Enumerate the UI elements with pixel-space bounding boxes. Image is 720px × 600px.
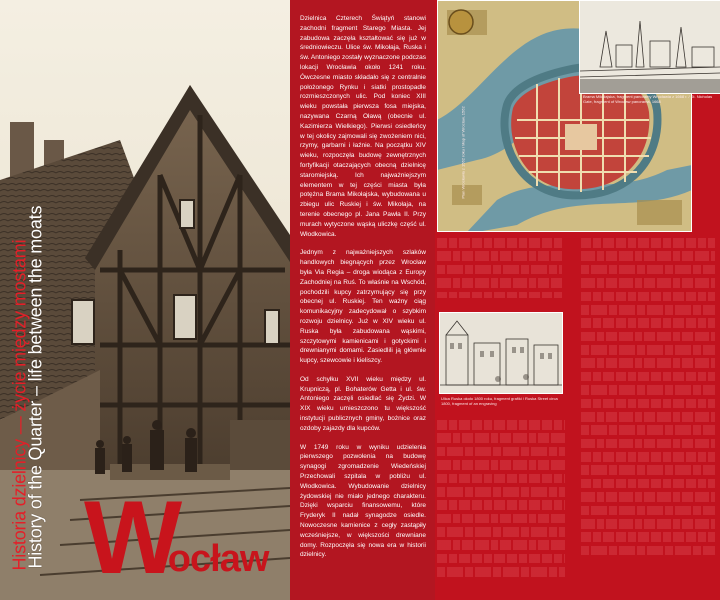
history-paragraph-3: Od schyłku XVII wieku między ul. Krupniczą, pl. Bohaterów Getta i ul. św. Antoniego zaczęli osiedlać się Żydzi. W XIX wieku umieszczono tu większość instytucji publicznych gminy, bożnice oraz ozdoby zajazdy dla kupców. [300, 375, 426, 432]
city-name-initial: W [84, 480, 179, 596]
vertical-title-english: History of the Quarter – life between the moats [25, 205, 46, 569]
history-paragraph-1: Dzielnica Czterech Świątyń stanowi zachodni fragment Starego Miasta. Jej zabudowa zaczęła kształtować się już w średniowieczu. Ulice św. Mikołaja, Ruska i św. Antoniego zostały wyznaczone podczas lokacji Wrocławia około 1241 roku. Ówczesne miasto składało się z centralnie położonego Rynku i siatki prostopadle rozmieszczonych ulic. Pod koniec XIII wieku powstała pierwsza fosa miejska, nazywana Czarną Oławą (obecnie ul. Kazimierza Wielkiego). Pierwsi osiedleńcy w tej okolicy zajmowali się zwożeniem nici, rzymy, garbarni i łaźnie. Na początku XIV wieku, rozpoczęła budowę zewnętrznych fortyfikacji otaczających obecną dzielnicę staromiejską. Ich najważniejszym elementem w tej części miasta była potężna Brama Mikołajska, wybudowana u zbiegu ulic Ruskiej i św. Mikołaja, na terenie obecnego pl. Jana Pawła II. Przy murach wytyczone wąską uliczkę część ul. Włodkowica. [300, 15, 426, 238]
illustration-column [435, 0, 720, 600]
street-engraving-caption: Ulica Ruska około 1800 roku, fragment grafiki / Ruska Street circa 1800, fragment of an engraving [441, 396, 558, 406]
vertical-title-polish: Historia dzielnicy — życie między mostami [9, 239, 30, 571]
street-engraving [439, 312, 563, 394]
historic-photo-panel [0, 0, 290, 600]
panorama-caption: Brama Mikołajska, fragment panoramy Wrocławia z 1668 r. / St. Nicholas Gate, fragment of Wroclaw panorama, 1668 [583, 94, 713, 104]
map-caption: Plan Wrocławia z 1562 roku / Map of Wroclaw, 1562 [460, 106, 466, 199]
history-text-column [290, 0, 435, 600]
city-name-rest: rocław [154, 538, 269, 580]
faded-text-block-2 [581, 238, 715, 568]
history-paragraph-4: W 1749 roku w wyniku udzielenia pierwszego pozwolenia na budowę synagogi zgromadzenie Wiedeńskiej Przechowali szpitala w pobliżu ul. Włodkowica. Wybudowanie dzielnicy żydowskiej nie miało jednego charakteru. Dzięki wsparciu finansowemu, które Fryderyk II nadał synagodze osiedle. Nowoczesne kamienice z cegły zastąpiły wcześniejsze, w większości drewniane domy. Rozpoczęła się nowa era w historii dzielnicy. [300, 443, 426, 559]
faded-text-block-1 [437, 238, 562, 298]
faded-text-block-3 [437, 420, 565, 585]
panorama-engraving [579, 0, 720, 94]
history-paragraph-2: Jednym z najważniejszych szlaków handlowych biegnących przez Wrocław była Via Regia – droga wiodąca z Europy Zachodniej na Ruś. To właśnie na Wschód, pochodzili kupcy zatrzymujący się przy obecnej ul. Ruskiej. Ten ważny ciąg komunikacyjny zadecydował o szybkim rozwoju dzielnicy. Już w XIV wieku ul. Ruska była zabudowana wąskimi, szczytowymi kamienicami i gotyckimi i drewnianymi domami. Zasiedlili ją głównie kupcy, szewcowie i kieliszcy. [300, 249, 426, 365]
